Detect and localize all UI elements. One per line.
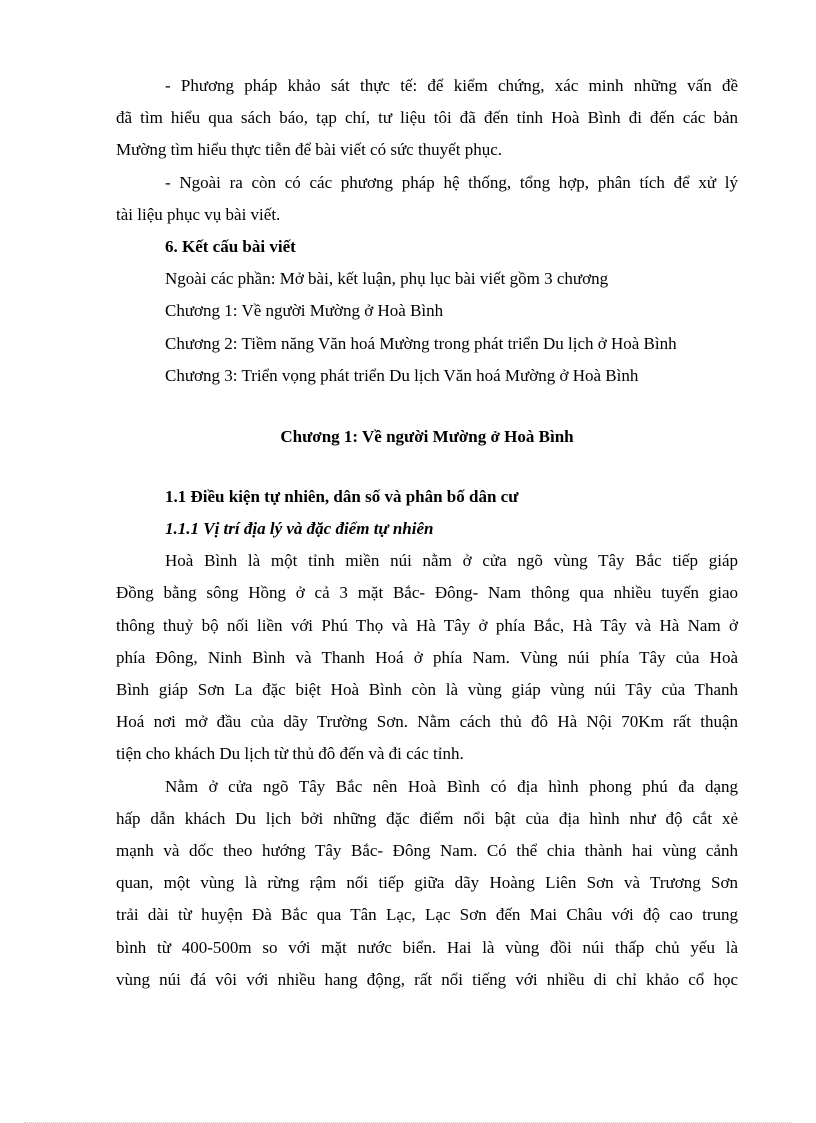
structure-line: Chương 3: Triển vọng phát triển Du lịch Văn hoá Mường ở Hoà Bình <box>165 365 639 385</box>
paragraph-line: Bình giáp Sơn La đặc biệt Hoà Bình còn là vùng giáp vùng núi Tây của Thanh <box>116 680 738 699</box>
intro-line: - Phương pháp khảo sát thực tế: để kiểm chứng, xác minh những vấn đề <box>165 76 738 95</box>
paragraph-line: Đồng bằng sông Hồng ở cả 3 mặt Bắc- Đông- Nam thông qua nhiều tuyến giao <box>116 583 738 603</box>
intro-line: - Ngoài ra còn có các phương pháp hệ thống, tổng hợp, phân tích để xử lý <box>165 172 738 192</box>
document-page <box>116 70 738 996</box>
structure-line: Chương 2: Tiềm năng Văn hoá Mường trong phát triển Du lịch ở Hoà Bình <box>165 333 677 353</box>
section-heading: 1.1 Điều kiện tự nhiên, dân số và phân bố dân cư <box>165 486 519 506</box>
paragraph-line: Nằm ở cửa ngõ Tây Bắc nên Hoà Bình có địa hình phong phú đa dạng <box>165 776 738 796</box>
paragraph-line: tiện cho khách Du lịch từ thủ đô đến và đi các tỉnh. <box>116 744 464 764</box>
paragraph-line: Hoá nơi mở đầu của dãy Trường Sơn. Nằm cách thủ đô Hà Nội 70Km rất thuận <box>116 712 738 732</box>
paragraph-line: hấp dẫn khách Du lịch bởi những đặc điểm nổi bật của địa hình như độ cắt xẻ <box>116 808 738 828</box>
paragraph-line: bình từ 400-500m so với mặt nước biển. Hai là vùng đồi núi thấp chủ yếu là <box>116 937 738 957</box>
intro-line: tài liệu phục vụ bài viết. <box>116 204 281 224</box>
paragraph-line: mạnh và dốc theo hướng Tây Bắc- Đông Nam. Có thể chia thành hai vùng cảnh <box>116 840 738 860</box>
paragraph-line: trải dài từ huyện Đà Bắc qua Tân Lạc, Lạc Sơn đến Mai Châu với độ cao trung <box>116 905 738 925</box>
paragraph-line: quan, một vùng là rừng rậm nối tiếp giữa dãy Hoàng Liên Sơn và Trương Sơn <box>116 873 738 893</box>
structure-line: Chương 1: Về người Mường ở Hoà Bình <box>165 301 444 321</box>
paragraph-line: phía Đông, Ninh Bình và Thanh Hoá ở phía Nam. Vùng núi phía Tây của Hoà <box>116 647 738 667</box>
structure-line: Ngoài các phần: Mở bài, kết luận, phụ lục bài viết gồm 3 chương <box>165 269 609 289</box>
intro-line: đã tìm hiểu qua sách báo, tạp chí, tư liệu tôi đã đến tỉnh Hoà Bình đi đến các bản <box>116 108 738 128</box>
structure-heading: 6. Kết cấu bài viết <box>165 236 296 256</box>
subsection-heading: 1.1.1 Vị trí địa lý và đặc điểm tự nhiên <box>165 519 434 539</box>
paragraph-line: vùng núi đá vôi với nhiều hang động, rất nổi tiếng với nhiều di chỉ khảo cổ học <box>116 969 738 989</box>
intro-line: Mường tìm hiểu thực tiễn để bài viết có sức thuyết phục. <box>116 140 502 160</box>
paragraph-line: Hoà Bình là một tỉnh miền núi nằm ở cửa ngõ vùng Tây Bắc tiếp giáp <box>165 551 738 571</box>
paragraph-line: thông thuỷ bộ nối liền với Phú Thọ và Hà Tây ở phía Bắc, Hà Tây và Hà Nam ở <box>116 615 738 635</box>
chapter-title: Chương 1: Về người Mường ở Hoà Bình <box>280 426 574 446</box>
